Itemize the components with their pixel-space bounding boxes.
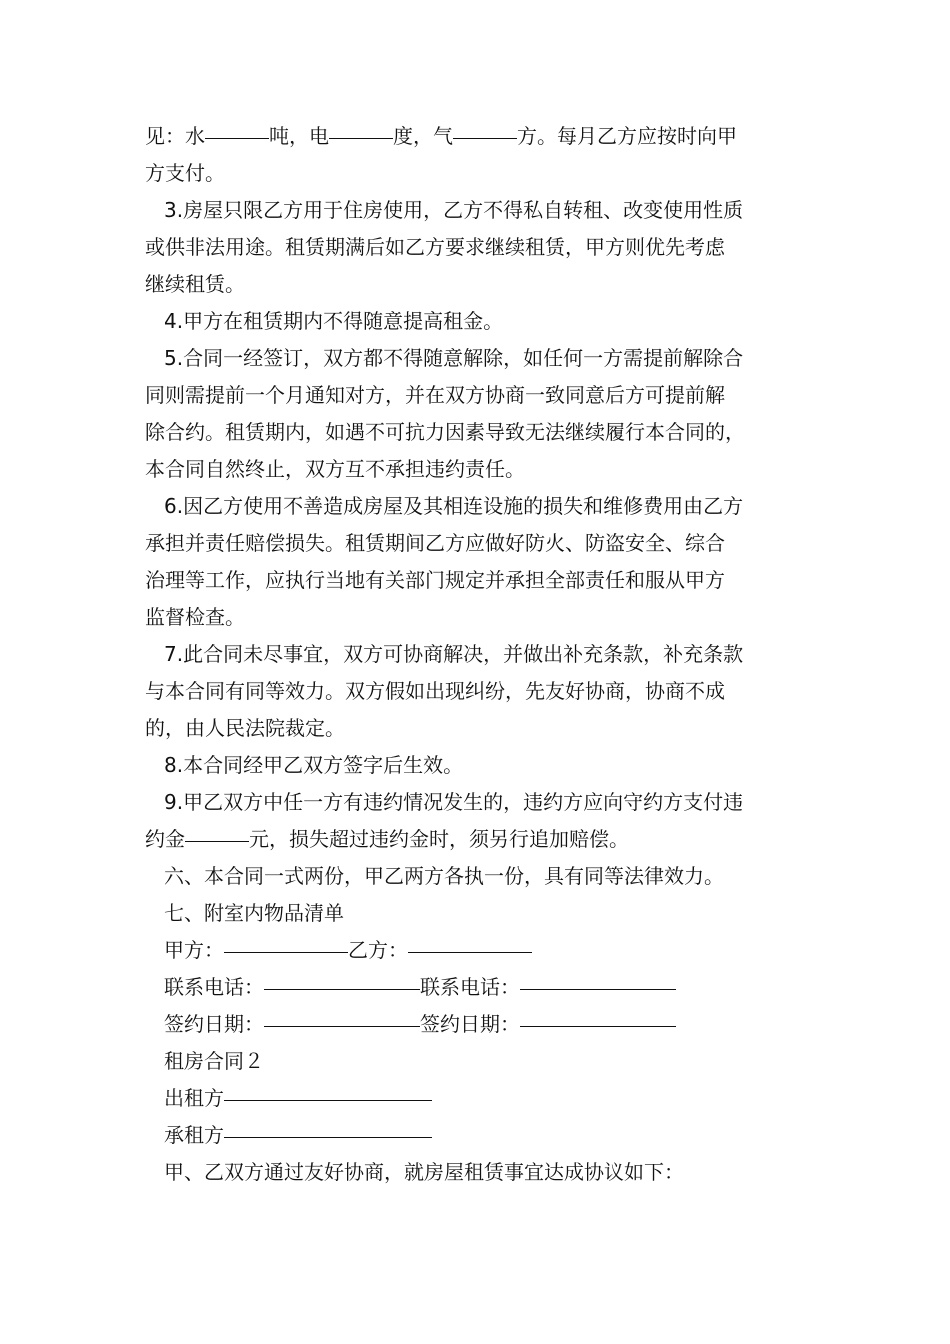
contract-2-title-text: 租房合同２: [164, 1049, 264, 1073]
blank-field-electricity[interactable]: [329, 137, 393, 139]
section-7: [164, 895, 844, 932]
date-a-label: 签约日期：: [164, 1012, 264, 1036]
clause-9-line-2: [145, 821, 825, 858]
clause-6-line-2: 承担并责任赔偿损失。租赁期间乙方应做好防火、防盗安全、综合: [145, 531, 725, 555]
section-6: [164, 858, 844, 895]
lessee-field[interactable]: [224, 1136, 432, 1138]
clause-5-line-2: 同则需提前一个月通知对方，并在双方协商一致同意后方可提前解: [145, 383, 725, 407]
utilities-paragraph: [145, 118, 825, 192]
clause-8-line-1: 8.本合同经甲乙双方签字后生效。: [164, 753, 464, 777]
date-a-field[interactable]: [264, 1025, 420, 1027]
blank-field-gas[interactable]: [453, 137, 517, 139]
clause-8: [145, 747, 825, 784]
text-segment: 约金: [145, 827, 185, 851]
contract-2-title: [164, 1043, 844, 1080]
clause-6-line-3: 治理等工作，应执行当地有关部门规定并承担全部责任和服从甲方: [145, 568, 725, 592]
clause-4: [145, 303, 825, 340]
blank-field-penalty[interactable]: [185, 840, 249, 842]
text-segment: 元，损失超过违约金时，须另行追加赔偿。: [249, 827, 629, 851]
utilities-line-2: 方支付。: [145, 161, 225, 185]
clause-3-line-3: 继续租赁。: [145, 272, 245, 296]
lessor-label: 出租方: [164, 1086, 224, 1110]
clause-6: [145, 488, 825, 636]
signature-dates: [164, 1006, 844, 1043]
signature-parties: [164, 932, 844, 969]
lessor-row: [164, 1080, 844, 1117]
clause-9-line-1: 9.甲乙双方中任一方有违约情况发生的，违约方应向守约方支付违: [164, 790, 744, 814]
phone-b-field[interactable]: [520, 988, 676, 990]
signature-dates-line: [164, 1006, 844, 1043]
section-6-text: 六、本合同一式两份，甲乙两方各执一份，具有同等法律效力。: [164, 864, 724, 888]
lessee-line: [164, 1117, 844, 1154]
clause-4-line-1: 4.甲方在租赁期内不得随意提高租金。: [164, 309, 504, 333]
party-b-field[interactable]: [408, 951, 532, 953]
clause-6-line-4: 监督检查。: [145, 605, 245, 629]
clause-5: [145, 340, 825, 488]
signature-parties-line: [164, 932, 844, 969]
section-7-text: 七、附室内物品清单: [164, 901, 344, 925]
signature-phones-line: [164, 969, 844, 1006]
clause-7-line-1: 7.此合同未尽事宜，双方可协商解决，并做出补充条款，补充条款: [164, 642, 744, 666]
clause-3-line-1: 3.房屋只限乙方用于住房使用，乙方不得私自转租、改变使用性质: [164, 198, 744, 222]
lessee-row: [164, 1117, 844, 1154]
text-segment: 方。每月乙方应按时向甲: [517, 124, 737, 148]
party-a-label: 甲方：: [164, 938, 224, 962]
contract-2-intro-text: 甲、乙双方通过友好协商，就房屋租赁事宜达成协议如下：: [164, 1160, 684, 1184]
text-segment: 见：水: [145, 124, 205, 148]
clause-9: [145, 784, 825, 858]
clause-3: [145, 192, 825, 303]
text-segment: 吨，电: [269, 124, 329, 148]
clause-3-line-2: 或供非法用途。租赁期满后如乙方要求继续租赁，甲方则优先考虑: [145, 235, 725, 259]
phone-a-field[interactable]: [264, 988, 420, 990]
date-b-label: 签约日期：: [420, 1012, 520, 1036]
phone-a-label: 联系电话：: [164, 975, 264, 999]
clause-7-line-2: 与本合同有同等效力。双方假如出现纠纷，先友好协商，协商不成: [145, 679, 725, 703]
date-b-field[interactable]: [520, 1025, 676, 1027]
lessor-field[interactable]: [224, 1099, 432, 1101]
clause-7: [145, 636, 825, 747]
signature-phones: [164, 969, 844, 1006]
clause-5-line-3: 除合约。租赁期内，如遇不可抗力因素导致无法继续履行本合同的，: [145, 420, 745, 444]
text-segment: 度，气: [393, 124, 453, 148]
contract-2-intro: [164, 1154, 844, 1191]
lessor-line: [164, 1080, 844, 1117]
blank-field-water[interactable]: [205, 137, 269, 139]
lessee-label: 承租方: [164, 1123, 224, 1147]
utilities-line-1: [145, 118, 825, 155]
clause-5-line-1: 5.合同一经签订，双方都不得随意解除，如任何一方需提前解除合: [164, 346, 744, 370]
party-b-label: 乙方：: [348, 938, 408, 962]
clause-6-line-1: 6.因乙方使用不善造成房屋及其相连设施的损失和维修费用由乙方: [164, 494, 744, 518]
clause-5-line-4: 本合同自然终止，双方互不承担违约责任。: [145, 457, 525, 481]
clause-7-line-3: 的，由人民法院裁定。: [145, 716, 345, 740]
phone-b-label: 联系电话：: [420, 975, 520, 999]
party-a-field[interactable]: [224, 951, 348, 953]
